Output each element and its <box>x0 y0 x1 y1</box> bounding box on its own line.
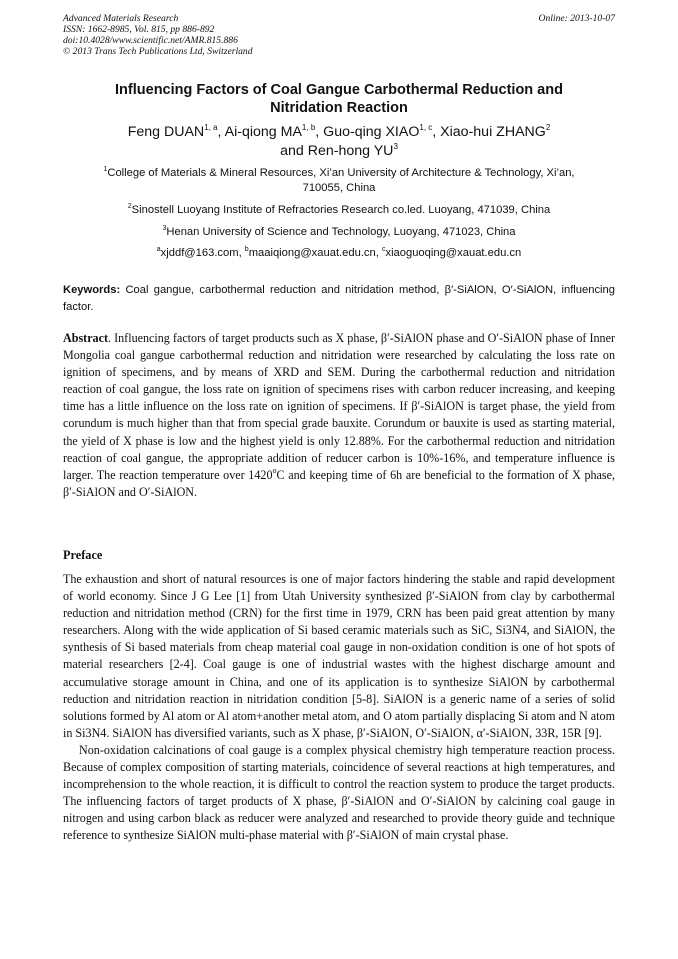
online-date: Online: 2013-10-07 <box>538 13 615 24</box>
preface-body <box>63 571 615 845</box>
affiliation-2: $^2$Sinostell Luoyang Institute of Refractories Research co.led. Luoyang, 471039, China <box>127 203 551 216</box>
section-heading-preface: Preface <box>63 548 103 562</box>
issn-line: ISSN: 1662-8985, Vol. 815, pp 886-892 <box>63 24 215 35</box>
journal-name: Advanced Materials Research <box>63 13 179 24</box>
email-link[interactable]: maaiqiong@xauat.edu.cn, <box>248 247 382 259</box>
email-link[interactable]: xiaoguoqing@xauat.edu.cn <box>385 247 522 259</box>
paper-title: Influencing Factors of Coal Gangue Carbothermal Reduction and Nitridation Reaction <box>115 82 563 116</box>
affiliation-3: $^3$Henan University of Science and Technology, Luoyang, 471023, China <box>162 225 516 238</box>
author: Ai-qiong MA$^{1, b}$, <box>224 123 324 140</box>
doi-line: doi:10.4028/www.scientific.net/AMR.815.886 <box>63 35 238 46</box>
abstract-label: Abstract <box>63 331 109 345</box>
author-emails: $^a$xjddf@163.com, $^b$maaiqiong@xauat.edu.cn, $^c$xiaoguoqing@xauat.edu.cn <box>156 246 522 259</box>
author: and Ren-hong $YU^3$ <box>280 142 398 159</box>
affiliation-1: $^1$College of Materials & Mineral Resources, Xi’an University of Architecture & Technology, Xi’an, 710055, China <box>103 166 575 194</box>
author-list <box>63 123 615 161</box>
paragraph: The exhaustion and short of natural resources is one of major factors hindering the stable and rapid development of world economy. Since J G Lee [1] from Utah University synthesized β′-SiAlON from clay by carbothermal reduction and nitridation method (CRN) for the first time in 1979, CRN has been paid great attention by many researchers. Along with the wide application of Si based ceramic materials such as SiC, Si3N4, and SiAlON, the synthesis of Si based materials from cheap material coal gauge in non-oxidation condition is one of hot spots of material researchers [2-4]. Coal gauge is one of industrial wastes with the highest discharge amount and accumulative storage amount in China, and one of its application is to synthesize SiAlON by carbothermal reduction and nitridation reaction in nitridation condition [5-8]. SiAlON is a generic name of a series of solid solutions formed by Al atom or Al atom+another metal atom, and O atom partially displacing Si atom and N atom in Si3N4. SiAlON has diversified variants, such as X phase, β′-SiAlON, O′-SiAlON, α′-SiAlON, 33R, 15R [9]. <box>63 572 615 740</box>
copyright-line: © 2013 Trans Tech Publications Ltd, Switzerland <box>63 46 253 57</box>
keywords-text: Coal gangue, carbothermal reduction and nitridation method, β′-SiAlON, O′-SiAlON, influencing factor. <box>63 284 615 313</box>
author: Feng DUAN$^{1, a}$, <box>127 123 225 140</box>
author: Xiao-hui ZHANG$^2$ <box>440 123 551 140</box>
email-link[interactable]: xjddf@163.com, <box>160 247 245 259</box>
abstract: Abstract. Influencing factors of target products such as X phase, β′-SiAlON phase and O′-SiAlON phase of Inner Mongolia coal gangue carbothermal reduction and nitridation were researched by calculating the loss rate on ignition of specimens, and by means of XRD and SEM. During the carbothermal reduction and nitridation reaction of coal gangue, the loss rate on ignition of specimens rises with carbon reducer increasing, and keeping time has a little influence on the loss rate on ignition of specimens. If β′-SiAlON is target phase, the yield from corundum is much higher than that from special grade bauxite. Corundum or bauxite is used as starting material, the yield of X phase is low and the highest yield is only 12.88%. For the carbothermal reduction and nitridation reaction of coal gangue, the appropriate addition of reducer carbon is 10%-16%, and temperature influence is larger. The reaction temperature over 1420$^o$C and keeping time of 6h are beneficial to the formation of X phase, β′-SiAlON and O′-SiAlON. <box>63 331 615 499</box>
keywords-label: Keywords: <box>63 284 121 296</box>
paragraph: Non-oxidation calcinations of coal gauge is a complex physical chemistry high temperature reaction process. Because of complex composition of starting materials, coincidence of several reactions at high temperatures, and incomprehension to the whole reaction, it is difficult to control the reaction system to produce the target products. The influencing factors of target products of X phase, β′-SiAlON and O′-SiAlON by calcining coal gauge in nitrogen and using carbon black as reducer were analyzed and researched to provide theory guide and technique reference to synthesize SiAlON multi-phase material with β′-SiAlON of main crystal phase. <box>63 742 615 843</box>
author: Guo-qing XIAO$^{1, c}$, <box>323 123 441 140</box>
keywords <box>63 282 615 316</box>
journal-header <box>63 13 615 57</box>
